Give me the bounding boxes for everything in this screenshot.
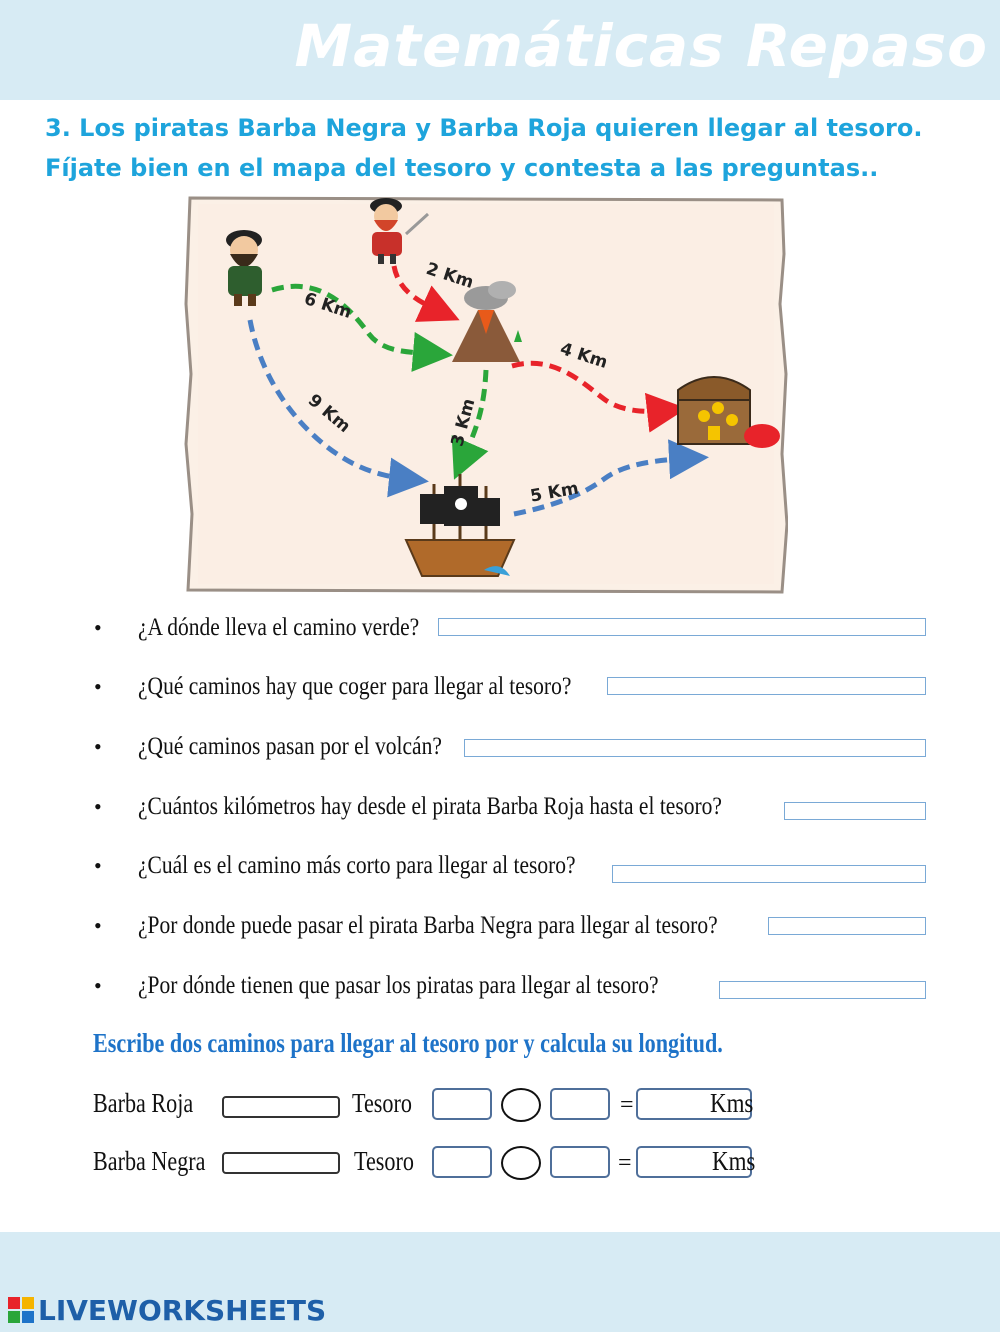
calc-row-barba-negra <box>0 1144 1000 1184</box>
question-text: ¿Cuál es el camino más corto para llegar al tesoro? <box>138 852 576 879</box>
brand-logo[interactable] <box>8 1292 326 1328</box>
path-input[interactable] <box>222 1096 340 1118</box>
answer-input-3[interactable] <box>464 739 926 757</box>
route-label: 6 Km <box>301 288 354 323</box>
question-text: ¿Por donde puede pasar el pirata Barba Negra para llegar al tesoro? <box>138 912 718 939</box>
distance-input-a[interactable] <box>432 1088 492 1120</box>
answer-input-7[interactable] <box>719 981 926 999</box>
answer-input-1[interactable] <box>438 618 926 636</box>
calc-from-label: Barba Negra <box>93 1146 206 1176</box>
bullet: • <box>94 674 102 699</box>
question-text: ¿Por dónde tienen que pasar los piratas para llegar al tesoro? <box>138 972 659 999</box>
calc-to-label: Tesoro <box>352 1088 412 1118</box>
route-label: 5 Km <box>528 478 581 507</box>
header-band <box>0 0 1000 100</box>
route-label: 9 Km <box>303 390 355 437</box>
path-input[interactable] <box>222 1152 340 1174</box>
answer-input-4[interactable] <box>784 802 926 820</box>
exercise-title: Escribe dos caminos para llegar al tesoro por y calcula su longitud. <box>93 1028 723 1058</box>
route-label: 4 Km <box>557 338 610 373</box>
logo-square <box>8 1311 20 1323</box>
calc-to-label: Tesoro <box>354 1146 414 1176</box>
brand-name: LIVEWORKSHEETS <box>38 1293 327 1327</box>
distance-input-b[interactable] <box>550 1088 610 1120</box>
question-text: ¿Qué caminos pasan por el volcán? <box>138 733 442 760</box>
bullet: • <box>94 794 102 819</box>
bullet: • <box>94 913 102 938</box>
answer-input-5[interactable] <box>612 865 926 883</box>
distance-input-a[interactable] <box>432 1146 492 1178</box>
calc-from-label: Barba Roja <box>93 1088 194 1118</box>
question-text: ¿Cuántos kilómetros hay desde el pirata Barba Roja hasta el tesoro? <box>138 793 722 820</box>
liveworksheets-logo-icon <box>8 1297 34 1323</box>
operator-input[interactable] <box>501 1088 541 1122</box>
bullet: • <box>94 615 102 640</box>
bullet: • <box>94 734 102 759</box>
treasure-map <box>184 194 788 596</box>
bullet: • <box>94 853 102 878</box>
page-title: Matemáticas Repaso <box>294 12 988 80</box>
distance-input-b[interactable] <box>550 1146 610 1178</box>
answer-input-2[interactable] <box>607 677 926 695</box>
answer-input-6[interactable] <box>768 917 926 935</box>
instructions-line-1: 3. Los piratas Barba Negra y Barba Roja quieren llegar al tesoro. <box>45 114 923 142</box>
logo-square <box>8 1297 20 1309</box>
instructions <box>45 108 975 188</box>
unit-label: Kms <box>710 1088 754 1118</box>
unit-label: Kms <box>712 1146 756 1176</box>
calc-row-barba-roja <box>0 1086 1000 1126</box>
bullet: • <box>94 973 102 998</box>
equals-sign: = <box>620 1092 634 1118</box>
equals-sign: = <box>618 1150 632 1176</box>
pirate-barba-negra-icon <box>226 230 262 306</box>
logo-square <box>22 1297 34 1309</box>
logo-square <box>22 1311 34 1323</box>
route-label: 2 Km <box>423 258 476 293</box>
instructions-line-2: Fíjate bien en el mapa del tesoro y contesta a las preguntas.. <box>45 154 879 182</box>
question-text: ¿Qué caminos hay que coger para llegar al tesoro? <box>138 673 572 700</box>
operator-input[interactable] <box>501 1146 541 1180</box>
question-text: ¿A dónde lleva el camino verde? <box>138 614 420 641</box>
route-label: 3 Km <box>447 396 480 449</box>
